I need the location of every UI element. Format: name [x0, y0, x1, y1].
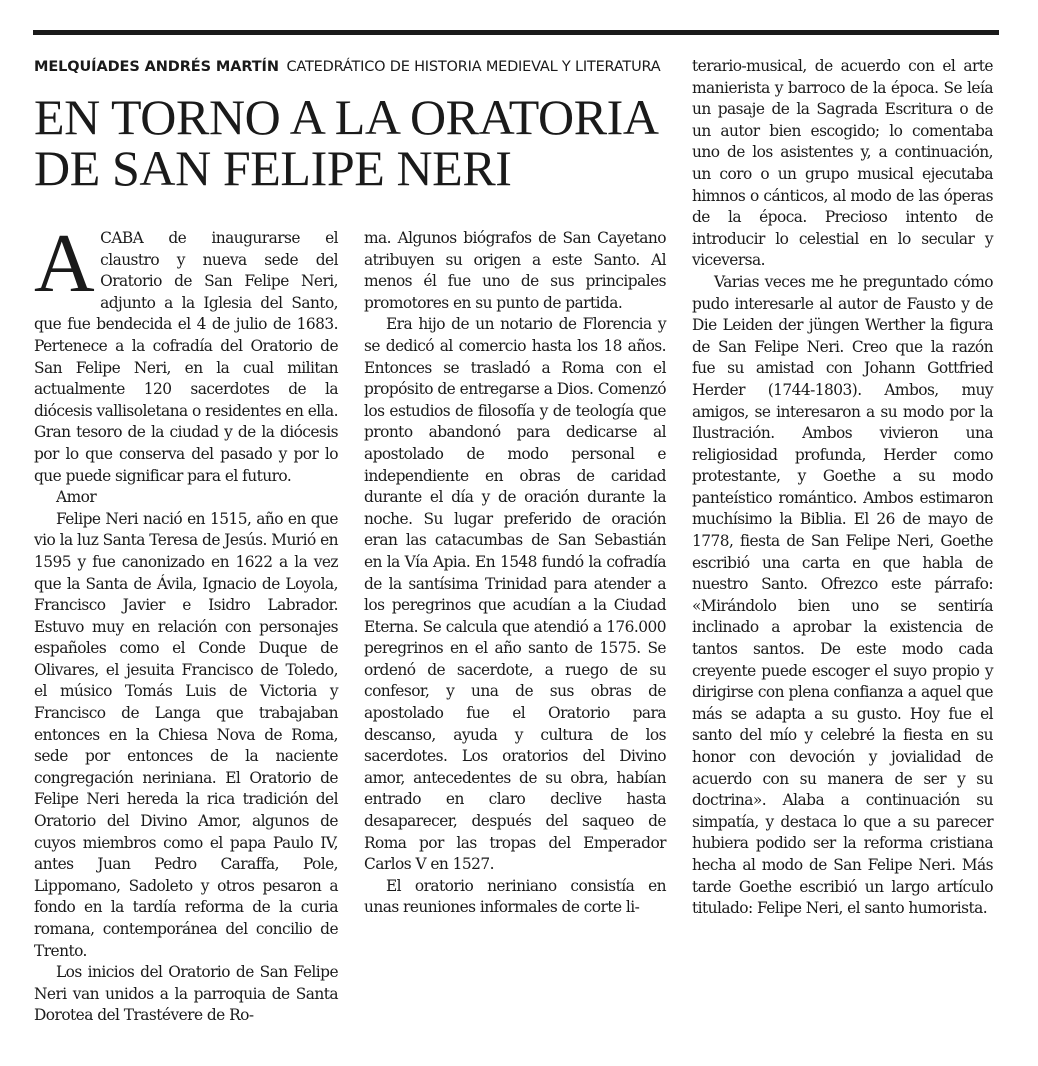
- byline: [34, 56, 674, 78]
- drop-cap: A: [34, 217, 95, 310]
- top-rule: [33, 30, 999, 35]
- paragraph: ma. Algunos biógrafos de San Cayetano atribuyen su origen a este Santo. Al menos él fue uno de sus principales promotores en su punto de partida.: [364, 229, 666, 312]
- paragraph: Amor: [56, 488, 97, 507]
- paragraph: El oratorio neriniano consistía en unas reuniones informales de corte li-: [364, 876, 666, 917]
- paragraph: Varias veces me he preguntado cómo pudo interesarle al autor de Fausto y de Die Leiden der jüngen Werther la figura de San Felipe Neri. Creo que la razón fue su amistad con Johann Gottfried Herder (1744-1803). Ambos, muy amigos, se interesaron a su modo por la Ilustración. Ambos vivieron una religiosidad profunda, Herder como protestante, y Goethe a su modo panteístico romántico. Ambos estimaron muchísimo la Biblia. El 26 de mayo de 1778, fiesta de San Felipe Neri, Goethe escribió una carta en que habla de nuestro Santo. Ofrezco este párrafo: «Mirándolo bien uno se sentiría inclinado a aprobar la existencia de tantos santos. De este modo cada creyente puede escoger el suyo propio y dirigirse con plena confianza a aquel que más se adapta a su gusto. Hoy fue el santo del mío y celebré la fiesta en su honor con devoción y jovialidad de acuerdo con su manera de ser y su doctrina». Alaba a continuación su simpatía, y destaca lo que a su parecer hubiera podido ser la reforma cristiana hecha al modo de San Felipe Neri. Más tarde Goethe escribió un largo artículo titulado: Felipe Neri, el santo humorista.: [692, 272, 993, 918]
- paragraph: Los inicios del Oratorio de San Felipe Neri van unidos a la parroquia de Santa Dorotea del Trastévere de Ro-: [34, 963, 338, 1025]
- paragraph: terario-musical, de acuerdo con el arte manierista y barroco de la época. Se leía un pasaje de la Sagrada Escritura o de un autor bien escogido; lo comentaba uno de los asistentes y, a continuación, un coro o un grupo musical ejecutaba himnos o cánticos, al modo de las óperas de la época. Precioso intento de introducir lo celestial en lo secular y viceversa.: [692, 57, 993, 270]
- paragraph: Felipe Neri nació en 1515, año en que vio la luz Santa Teresa de Jesús. Murió en 1595 y fue canonizado en 1622 a la vez que la Santa de Ávila, Ignacio de Loyola, Francisco Javier e Isidro Labrador. Estuvo muy en relación con personajes españoles como el Conde Duque de Olivares, el jesuita Francisco de Toledo, el músico Tomás Luis de Victoria y Francisco de Langa que trabajaban entonces en la Chiesa Nova de Roma, sede por entonces de la naciente congregación neriniana. El Oratorio de Felipe Neri hereda la rica tradición del Oratorio del Divino Amor, algunos de cuyos miembros como el papa Paulo IV, antes Juan Pedro Caraffa, Pole, Lippomano, Sadoleto y otros pesaron a fondo en la tardía reforma de la curia romana, contemporánea del concilio de Trento.: [34, 509, 338, 960]
- text-column-3: [692, 56, 993, 920]
- paragraph-text: CABA de inaugurarse el claustro y nueva sede del Oratorio de San Felipe Neri, adjunto a la Iglesia del Santo, que fue bendecida el 4 de julio de 1683. Pertenece a la cofradía del Oratorio de San Felipe Neri, en la cual militan actualmente 120 sacerdotes de la diócesis vallisoletana o residentes en ella. Gran tesoro de la ciudad y de la diócesis por lo que conserva del pasado y por lo que puede significar para el futuro.: [34, 229, 338, 485]
- article-headline: [34, 89, 684, 196]
- author-role: CATEDRÁTICO DE HISTORIA MEDIEVAL Y LITERATURA: [286, 59, 661, 75]
- text-column-2: [364, 228, 666, 919]
- headline-line-2: DE SAN FELIPE NERI: [34, 140, 512, 196]
- paragraph: Era hijo de un notario de Florencia y se dedicó al comercio hasta los 18 años. Entonces se trasladó a Roma con el propósito de entregarse a Dios. Comenzó los estudios de filosofía y de teología que pronto abandonó para dedicarse al apostolado de modo personal e independiente en obras de caridad durante el día y de oración durante la noche. Su lugar preferido de oración eran las catacumbas de San Sebastián en la Vía Apia. En 1548 fundó la cofradía de la santísima Trinidad para atender a los peregrinos que acudían a la Ciudad Eterna. Se calcula que atendió a 176.000 peregrinos en el año santo de 1575. Se ordenó de sacerdote, a ruego de su confesor, y una de sus obras de apostolado fue el Oratorio para descanso, ayuda y cultura de los sacerdotes. Los oratorios del Divino amor, antecedentes de su obra, habían entrado en claro declive hasta desaparecer, después del saqueo de Roma por las tropas del Emperador Carlos V en 1527.: [364, 315, 666, 874]
- text-column-1: [34, 217, 338, 1027]
- author-name: MELQUÍADES ANDRÉS MARTÍN: [34, 59, 279, 75]
- headline-line-1: EN TORNO A LA ORATORIA: [34, 89, 659, 145]
- paragraph: [34, 217, 338, 487]
